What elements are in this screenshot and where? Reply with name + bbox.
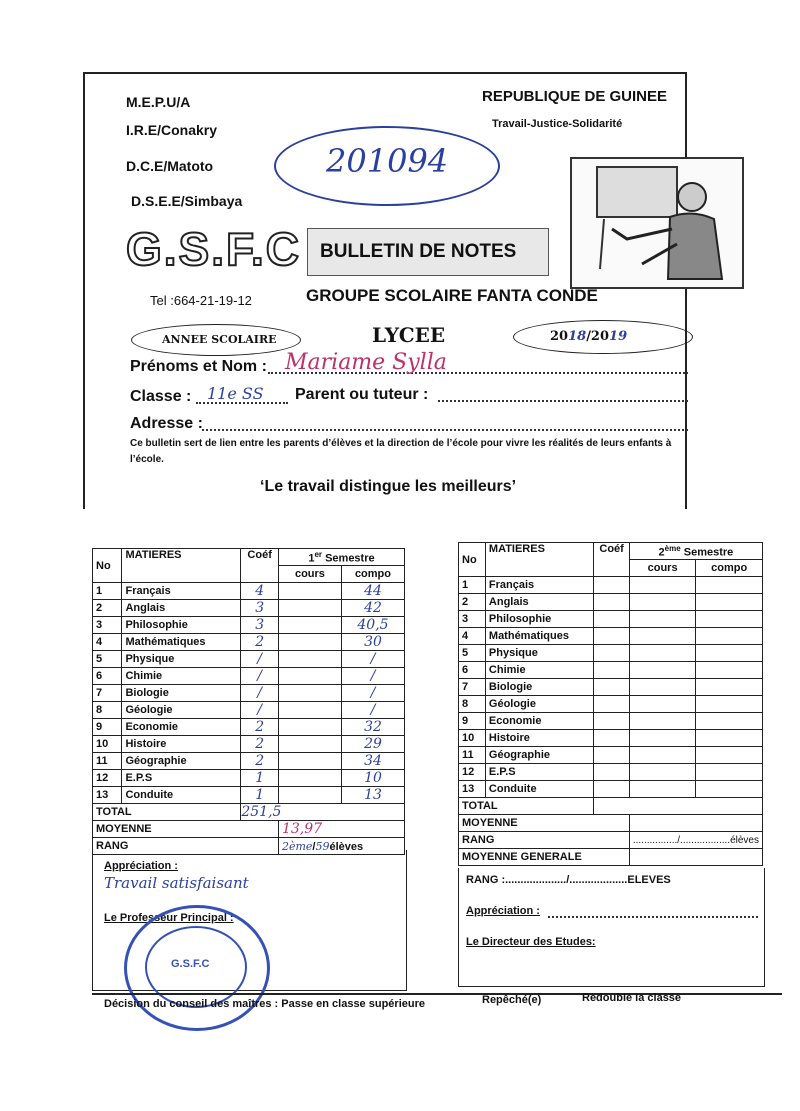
coefficient: 2 — [241, 634, 279, 651]
col-cours-header: cours — [278, 566, 341, 583]
decision-line: Décision du conseil des maîtres : Passe en classe supérieure — [104, 998, 425, 1010]
coefficient — [594, 747, 629, 764]
row-number: 7 — [459, 679, 486, 696]
row-number: 11 — [93, 753, 122, 770]
compo-grade — [696, 628, 763, 645]
compo-grade: / — [341, 668, 404, 685]
coefficient: 2 — [241, 719, 279, 736]
cours-grade — [278, 600, 341, 617]
table-row — [93, 719, 405, 736]
table-row — [93, 702, 405, 719]
coefficient: / — [241, 651, 279, 668]
parent-dots — [438, 400, 688, 402]
compo-grade — [696, 696, 763, 713]
col-coef-header-2: Coéf — [594, 543, 629, 577]
compo-grade: 32 — [341, 719, 404, 736]
coefficient: 4 — [241, 583, 279, 600]
year-value-1: 18 — [568, 329, 587, 344]
compo-grade — [696, 645, 763, 662]
parent-label: Parent ou tuteur : — [295, 386, 429, 403]
subject-name: Histoire — [485, 730, 594, 747]
row-number: 11 — [459, 747, 486, 764]
moyenne-value-2 — [629, 815, 762, 832]
cours-grade — [629, 577, 696, 594]
subject-name: Physique — [122, 651, 241, 668]
coefficient: 2 — [241, 736, 279, 753]
col-no-header: No — [93, 549, 122, 583]
row-number: 9 — [459, 713, 486, 730]
coefficient — [594, 645, 629, 662]
col-no-header-2: No — [459, 543, 486, 577]
appreciation2-label: Appréciation : — [466, 905, 540, 917]
row-number: 13 — [93, 787, 122, 804]
col-compo-header-2: compo — [696, 560, 763, 577]
col-matieres-header: MATIERES — [122, 549, 241, 583]
coefficient: 1 — [241, 770, 279, 787]
subject-name: Biologie — [485, 679, 594, 696]
cours-grade — [629, 662, 696, 679]
sem1-number: 1 — [308, 552, 315, 565]
semester2-table — [458, 542, 763, 866]
compo-grade — [696, 730, 763, 747]
table-row — [93, 685, 405, 702]
row-number: 10 — [459, 730, 486, 747]
subject-name: Philosophie — [485, 611, 594, 628]
cours-grade — [278, 719, 341, 736]
col-cours-header-2: cours — [629, 560, 696, 577]
semester1-header — [278, 549, 404, 566]
table-row — [93, 668, 405, 685]
row-number: 3 — [459, 611, 486, 628]
moyenne-generale-value — [629, 849, 762, 866]
compo-grade: 30 — [341, 634, 404, 651]
coefficient — [594, 713, 629, 730]
table-row — [459, 713, 763, 730]
school-logo: G.S.F.C — [126, 223, 302, 275]
coefficient: 1 — [241, 787, 279, 804]
school-year-oval — [131, 324, 301, 356]
cours-grade — [629, 713, 696, 730]
table-row — [93, 736, 405, 753]
coefficient: / — [241, 702, 279, 719]
subject-name: Géologie — [485, 696, 594, 713]
compo-grade — [696, 713, 763, 730]
cours-grade — [629, 679, 696, 696]
appreciation2-dots — [548, 916, 758, 918]
cours-grade — [278, 634, 341, 651]
subject-name: Mathématiques — [485, 628, 594, 645]
table-row — [459, 662, 763, 679]
bulletin-title: BULLETIN DE NOTES — [320, 241, 517, 262]
republic-motto: Travail-Justice-Solidarité — [492, 118, 623, 130]
compo-grade — [696, 679, 763, 696]
row-number: 5 — [459, 645, 486, 662]
table-row — [459, 577, 763, 594]
col-matieres-header-2: MATIERES — [485, 543, 594, 577]
table-row — [93, 600, 405, 617]
cours-grade — [278, 583, 341, 600]
compo-grade: 29 — [341, 736, 404, 753]
bulletin-number: 201094 — [326, 142, 449, 180]
address-dots — [202, 429, 688, 431]
row-number: 8 — [459, 696, 486, 713]
semester2-header — [629, 543, 762, 560]
coefficient: 3 — [241, 600, 279, 617]
coefficient — [594, 730, 629, 747]
table-row — [93, 617, 405, 634]
subject-name: Physique — [485, 645, 594, 662]
subject-name: Chimie — [122, 668, 241, 685]
row-number: 12 — [93, 770, 122, 787]
table-row — [459, 628, 763, 645]
subject-name: Conduite — [122, 787, 241, 804]
dce-line: D.C.E/Matoto — [126, 158, 214, 174]
rang-label-2: RANG — [459, 832, 630, 849]
subject-name: Histoire — [122, 736, 241, 753]
compo-grade: / — [341, 651, 404, 668]
rang-value: 2ème — [281, 839, 313, 853]
cours-grade — [629, 730, 696, 747]
coefficient: / — [241, 685, 279, 702]
row-number: 13 — [459, 781, 486, 798]
cours-grade — [278, 787, 341, 804]
row-number: 3 — [93, 617, 122, 634]
year-separator: /20 — [586, 329, 610, 344]
dsee-line: D.S.E.E/Simbaya — [131, 193, 243, 209]
coefficient: 2 — [241, 753, 279, 770]
stamp-text: G.S.F.C — [171, 958, 210, 970]
redouble-option: Redouble la classe — [582, 992, 682, 1004]
cours-grade — [278, 736, 341, 753]
moyenne-value: 13,97 — [278, 821, 404, 838]
compo-grade: / — [341, 702, 404, 719]
row-number: 6 — [459, 662, 486, 679]
table-row — [93, 634, 405, 651]
table-row — [459, 696, 763, 713]
row-number: 2 — [93, 600, 122, 617]
address-label: Adresse : — [130, 415, 203, 432]
cours-grade — [629, 611, 696, 628]
table-row — [93, 787, 405, 804]
subject-name: Anglais — [485, 594, 594, 611]
compo-grade: / — [341, 685, 404, 702]
bulletin-title-box — [307, 228, 549, 276]
table-row — [459, 679, 763, 696]
compo-grade: 10 — [341, 770, 404, 787]
cours-grade — [629, 628, 696, 645]
row-number: 1 — [93, 583, 122, 600]
subject-name: E.P.S — [485, 764, 594, 781]
sem2-number: 2 — [658, 546, 665, 559]
table-row — [459, 611, 763, 628]
semester2-rows — [459, 577, 763, 798]
directeur-label: Le Directeur des Etudes: — [466, 936, 596, 948]
table-row — [93, 770, 405, 787]
school-name: GROUPE SCOLAIRE FANTA CONDE — [306, 286, 598, 305]
level-label: LYCEE — [372, 323, 446, 347]
rang-separator: / — [312, 840, 316, 853]
subject-name: Anglais — [122, 600, 241, 617]
subject-name: Economie — [122, 719, 241, 736]
prof-principal-label: Le Professeur Principal : — [104, 912, 234, 924]
subject-name: Chimie — [485, 662, 594, 679]
col-coef-header: Coéf — [241, 549, 279, 583]
compo-grade — [696, 747, 763, 764]
compo-grade — [696, 577, 763, 594]
table-row — [459, 645, 763, 662]
table-row — [459, 747, 763, 764]
compo-grade: 13 — [341, 787, 404, 804]
coefficient — [594, 628, 629, 645]
class-value: 11e SS — [207, 384, 264, 403]
compo-grade: 40,5 — [341, 617, 404, 634]
repeche-option: Repêché(e) — [482, 994, 542, 1006]
row-number: 5 — [93, 651, 122, 668]
compo-grade: 44 — [341, 583, 404, 600]
class-label: Classe : — [130, 388, 192, 405]
coefficient — [594, 764, 629, 781]
compo-grade: 42 — [341, 600, 404, 617]
rang-suffix: élèves — [329, 840, 364, 853]
appreciation1-label: Appréciation : — [104, 860, 178, 872]
cours-grade — [629, 747, 696, 764]
cours-grade — [278, 702, 341, 719]
row-number: 4 — [459, 628, 486, 645]
subject-name: Géologie — [122, 702, 241, 719]
table-row — [93, 583, 405, 600]
cours-grade — [278, 651, 341, 668]
subject-name: Mathématiques — [122, 634, 241, 651]
total-label-2: TOTAL — [459, 798, 594, 815]
table-row — [459, 781, 763, 798]
compo-grade — [696, 781, 763, 798]
col-compo-header: compo — [341, 566, 404, 583]
year-value-2: 19 — [609, 329, 628, 344]
republic-title: REPUBLIQUE DE GUINEE — [482, 88, 668, 105]
compo-grade: 34 — [341, 753, 404, 770]
coefficient — [594, 696, 629, 713]
compo-grade — [696, 611, 763, 628]
bulletin-note: Ce bulletin sert de lien entre les parents d’élèves et la direction de l’école pour vivre les réalités de leurs enfants à l’école. — [130, 438, 672, 465]
cours-grade — [629, 696, 696, 713]
row-number: 4 — [93, 634, 122, 651]
moyenne-label: MOYENNE — [93, 821, 279, 838]
school-phone: Tel :664-21-19-12 — [150, 293, 252, 308]
row-number: 6 — [93, 668, 122, 685]
compo-grade — [696, 594, 763, 611]
school-year-label: ANNEE SCOLAIRE — [162, 333, 277, 346]
teacher-illustration — [570, 157, 744, 289]
table-row — [93, 651, 405, 668]
row-number: 7 — [93, 685, 122, 702]
compo-grade — [696, 662, 763, 679]
moyenne-label-2: MOYENNE — [459, 815, 630, 832]
rang-blank-2: ................/..................élèves — [629, 832, 762, 849]
ire-line: I.R.E/Conakry — [126, 122, 218, 138]
coefficient — [594, 679, 629, 696]
table-row — [459, 594, 763, 611]
total-label: TOTAL — [93, 804, 241, 821]
rang-count: 59 — [315, 839, 330, 853]
total-value: 251,5 — [241, 804, 405, 821]
row-number: 9 — [93, 719, 122, 736]
table-row — [93, 753, 405, 770]
coefficient — [594, 594, 629, 611]
rang-label: RANG — [93, 838, 279, 855]
subject-name: Philosophie — [122, 617, 241, 634]
slogan: ‘Le travail distingue les meilleurs’ — [260, 478, 517, 495]
cours-grade — [278, 770, 341, 787]
rang-bottom: RANG :..................../...................ELEVES — [466, 874, 671, 886]
cours-grade — [278, 753, 341, 770]
subject-name: Géographie — [485, 747, 594, 764]
coefficient: 3 — [241, 617, 279, 634]
semester1-table — [92, 548, 405, 855]
table-row — [459, 764, 763, 781]
appreciation1-value: Travail satisfaisant — [104, 874, 249, 892]
cours-grade — [278, 685, 341, 702]
cours-grade — [629, 781, 696, 798]
subject-name: Conduite — [485, 781, 594, 798]
subject-name: Economie — [485, 713, 594, 730]
subject-name: Français — [485, 577, 594, 594]
sem1-label: Semestre — [325, 552, 375, 565]
ministry-line: M.E.P.U/A — [126, 94, 191, 110]
subject-name: Français — [122, 583, 241, 600]
sem2-sup: ème — [664, 543, 681, 553]
coefficient — [594, 781, 629, 798]
cours-grade — [629, 645, 696, 662]
subject-name: E.P.S — [122, 770, 241, 787]
name-value: Mariame Sylla — [285, 350, 447, 375]
row-number: 12 — [459, 764, 486, 781]
subject-name: Biologie — [122, 685, 241, 702]
coefficient — [594, 577, 629, 594]
year-range-oval — [513, 320, 693, 354]
year-prefix-1: 20 — [550, 329, 569, 344]
teacher-icon — [572, 159, 742, 287]
compo-grade — [696, 764, 763, 781]
cours-grade — [278, 617, 341, 634]
subject-name: Géographie — [122, 753, 241, 770]
row-number: 8 — [93, 702, 122, 719]
row-number: 1 — [459, 577, 486, 594]
coefficient: / — [241, 668, 279, 685]
semester1-rows — [93, 583, 405, 804]
row-number: 10 — [93, 736, 122, 753]
cours-grade — [629, 764, 696, 781]
total-value-2 — [594, 798, 763, 815]
name-label: Prénoms et Nom : — [130, 358, 267, 375]
bulletin-number-oval — [274, 126, 500, 206]
sem1-sup: er — [314, 549, 323, 559]
school-stamp — [124, 905, 270, 1031]
moyenne-generale-label: MOYENNE GENERALE — [459, 849, 630, 866]
cours-grade — [629, 594, 696, 611]
row-number: 2 — [459, 594, 486, 611]
sem2-label: Semestre — [683, 546, 734, 559]
coefficient — [594, 662, 629, 679]
cours-grade — [278, 668, 341, 685]
year-range — [550, 329, 627, 344]
coefficient — [594, 611, 629, 628]
table-row — [459, 730, 763, 747]
